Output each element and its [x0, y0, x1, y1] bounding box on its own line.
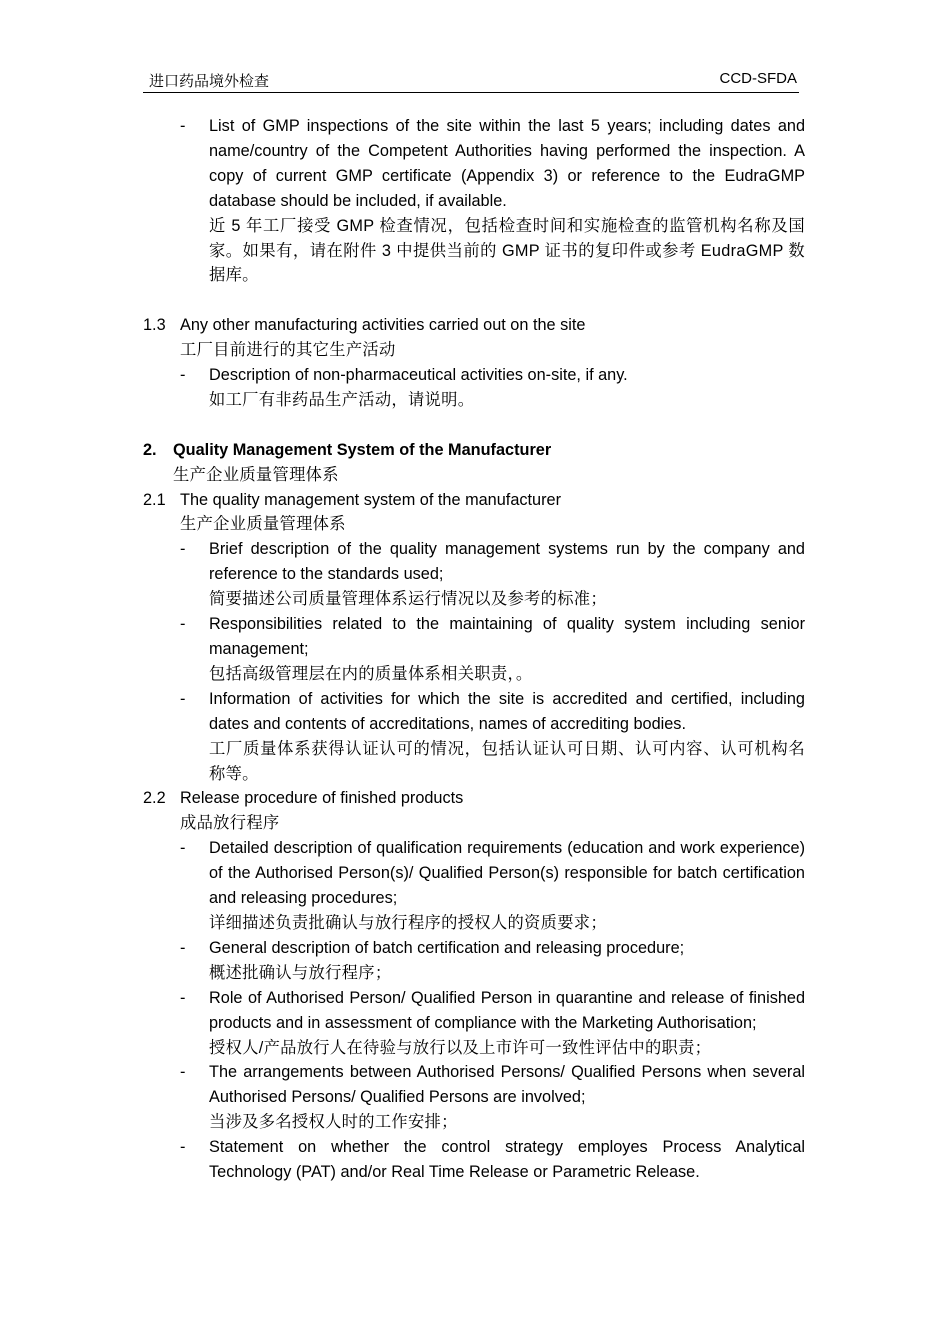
list-item	[143, 687, 807, 787]
list-item	[143, 363, 807, 413]
section-2-1-heading	[143, 488, 807, 538]
bullet-text-zh: 简要描述公司质量管理体系运行情况以及参考的标准；	[209, 590, 607, 609]
bullet-text-en: List of GMP inspections of the site within the last 5 years; including dates and name/country of the Competent Authorities having performed the inspection. A copy of current GMP certificate (Appendix 3) or reference to the EudraGMP database should be included, if available.	[209, 117, 805, 210]
bullet-text-en: Detailed description of qualification requirements (education and work experience) of the Authorised Person(s)/ Qualified Person(s) responsible for batch certification and releasing procedures;	[209, 839, 805, 908]
bullet-text-en: Responsibilities related to the maintaining of quality system including senior management;	[209, 615, 805, 658]
bullet-dash: -	[180, 988, 186, 1007]
bullet-dash: -	[180, 938, 186, 957]
section-number: 2.	[143, 440, 157, 459]
section-title-en: Any other manufacturing activities carried out on the site	[180, 316, 586, 335]
bullet-text-en: Role of Authorised Person/ Qualified Person in quarantine and release of finished products and in assessment of compliance with the Marketing Authorisation;	[209, 988, 805, 1032]
bullet-text-zh: 如工厂有非药品生产活动，请说明。	[209, 390, 475, 409]
bullet-text-en: General description of batch certification and releasing procedure;	[209, 938, 685, 957]
bullet-text-zh: 工厂质量体系获得认证认可的情况，包括认证认可日期、认可内容、认可机构名称等。	[209, 739, 805, 783]
list-item	[143, 1060, 807, 1135]
bullet-dash: -	[180, 1138, 186, 1157]
bullet-text-en: The arrangements between Authorised Persons/ Qualified Persons when several Authorised Persons/ Qualified Persons are involved;	[209, 1063, 805, 1107]
bullet-text-en: Description of non-pharmaceutical activities on-site, if any.	[209, 366, 628, 385]
bullet-text-zh: 包括高级管理层在内的质量体系相关职责，。	[209, 664, 533, 683]
list-item	[143, 612, 807, 687]
bullet-text-en: Brief description of the quality management systems run by the company and reference to the standards used;	[209, 540, 805, 584]
list-item	[143, 836, 807, 936]
bullet-text-zh: 近 5 年工厂接受 GMP 检查情况，包括检查时间和实施检查的监管机构名称及国家。如果有，请在附件 3 中提供当前的 GMP 证书的复印件或参考 EudraGMP 数据库。	[209, 216, 805, 285]
bullet-dash: -	[180, 839, 186, 858]
section-title-zh: 生产企业质量管理体系	[173, 465, 339, 484]
header-doc-code: CCD-SFDA	[719, 70, 797, 87]
section-1-3-heading	[143, 313, 807, 363]
section-number: 2.1	[143, 490, 166, 509]
bullet-text-en: Information of activities for which the site is accredited and certified, including dates and contents of accreditations, names of accrediting bodies.	[209, 689, 805, 733]
bullet-dash: -	[180, 540, 186, 559]
header-title: 进口药品境外检查	[149, 73, 270, 90]
list-item	[143, 537, 807, 612]
section-title-zh: 生产企业质量管理体系	[180, 515, 346, 534]
bullet-dash: -	[180, 117, 186, 135]
section-number: 2.2	[143, 789, 166, 808]
section-title-en: The quality management system of the manufacturer	[180, 490, 561, 509]
list-item	[143, 114, 807, 288]
bullet-text-zh: 当涉及多名授权人时的工作安排；	[209, 1113, 458, 1132]
section-title-zh: 成品放行程序	[180, 814, 280, 833]
bullet-dash: -	[180, 689, 186, 708]
bullet-text-zh: 详细描述负责批确认与放行程序的授权人的资质要求；	[209, 913, 607, 932]
list-item	[143, 986, 807, 1061]
bullet-text-zh: 概述批确认与放行程序；	[209, 963, 392, 982]
bullet-text-zh: 授权人/产品放行人在待验与放行以及上市许可一致性评估中的职责；	[209, 1038, 712, 1057]
section-2-2-heading	[143, 786, 807, 836]
list-item	[143, 1135, 807, 1185]
bullet-dash: -	[180, 615, 186, 634]
section-title-en: Release procedure of finished products	[180, 789, 464, 808]
bullet-dash: -	[180, 1063, 186, 1082]
section-title-en: Quality Management System of the Manufacturer	[173, 440, 552, 459]
bullet-dash: -	[180, 366, 186, 385]
page-header	[143, 68, 799, 93]
section-number: 1.3	[143, 316, 166, 335]
section-2-heading	[143, 438, 807, 463]
list-item	[143, 936, 807, 986]
document-body	[143, 114, 807, 1185]
bullet-text-en: Statement on whether the control strategy employes Process Analytical Technology (PAT) and/or Real Time Release or Parametric Release.	[209, 1138, 805, 1182]
section-title-zh: 工厂目前进行的其它生产活动	[180, 341, 396, 360]
